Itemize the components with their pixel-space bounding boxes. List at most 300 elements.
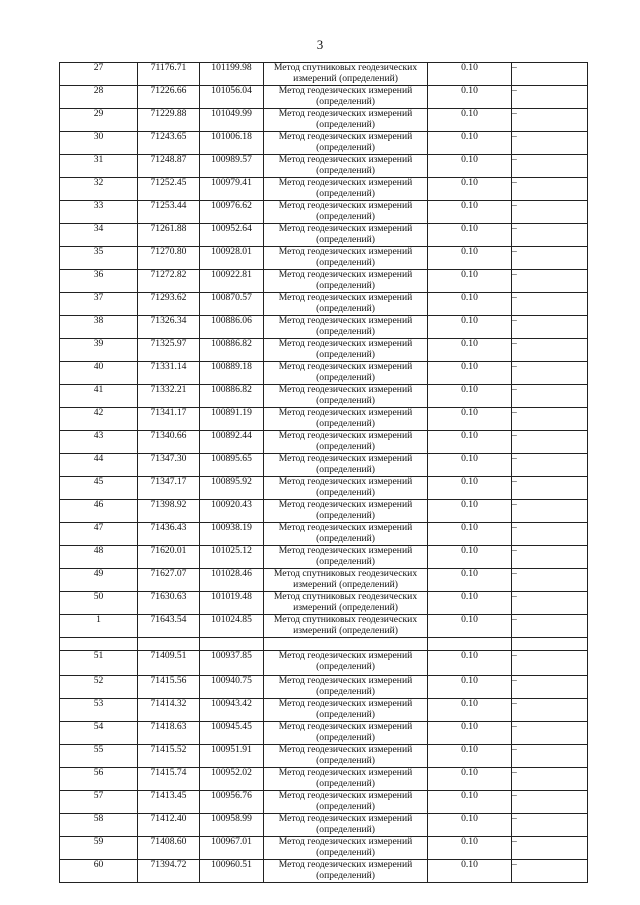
method-line-2: (определений) xyxy=(316,394,375,406)
method-line-1: Метод геодезических измерений xyxy=(278,315,413,326)
empty-cell xyxy=(264,638,428,651)
method-cell xyxy=(264,339,428,362)
method-line-1: Метод геодезических измерений xyxy=(278,223,413,234)
method-line-2: (определений) xyxy=(316,685,375,697)
y-coordinate-cell: 100922.81 xyxy=(200,270,264,293)
y-coordinate-cell: 100891.19 xyxy=(200,408,264,431)
y-coordinate-cell: 101199.98 xyxy=(200,63,264,86)
accuracy-cell: 0.10 xyxy=(428,431,512,454)
table-row xyxy=(60,201,588,224)
method-line-2: измерений (определений) xyxy=(293,601,398,613)
method-line-2: (определений) xyxy=(316,325,375,337)
table-row xyxy=(60,224,588,247)
note-cell: – xyxy=(512,500,588,523)
method-line-1: Метод геодезических измерений xyxy=(278,108,413,119)
table-row xyxy=(60,155,588,178)
accuracy-cell: 0.10 xyxy=(428,615,512,638)
method-line-1: Метод геодезических измерений xyxy=(278,522,413,533)
note-cell: – xyxy=(512,651,588,676)
note-cell: – xyxy=(512,837,588,860)
point-number-cell: 37 xyxy=(60,293,138,316)
note-cell: – xyxy=(512,86,588,109)
table-row xyxy=(60,132,588,155)
note-cell: – xyxy=(512,791,588,814)
method-cell xyxy=(264,63,428,86)
method-line-2: (определений) xyxy=(316,777,375,789)
table-row xyxy=(60,569,588,592)
point-number-cell: 54 xyxy=(60,722,138,745)
x-coordinate-cell: 71253.44 xyxy=(138,201,200,224)
method-line-1: Метод спутниковых геодезических xyxy=(273,614,418,625)
empty-spacer-row xyxy=(60,638,588,651)
x-coordinate-cell: 71243.65 xyxy=(138,132,200,155)
method-line-2: (определений) xyxy=(316,118,375,130)
method-line-2: (определений) xyxy=(316,731,375,743)
method-cell xyxy=(264,270,428,293)
y-coordinate-cell: 100958.99 xyxy=(200,814,264,837)
method-line-1: Метод геодезических измерений xyxy=(278,744,413,755)
y-coordinate-cell: 101019.48 xyxy=(200,592,264,615)
method-line-1: Метод геодезических измерений xyxy=(278,767,413,778)
x-coordinate-cell: 71627.07 xyxy=(138,569,200,592)
table-row xyxy=(60,791,588,814)
method-line-1: Метод геодезических измерений xyxy=(278,675,413,686)
method-cell xyxy=(264,860,428,883)
point-number-cell: 50 xyxy=(60,592,138,615)
x-coordinate-cell: 71270.80 xyxy=(138,247,200,270)
accuracy-cell: 0.10 xyxy=(428,676,512,699)
table-row xyxy=(60,745,588,768)
x-coordinate-cell: 71643.54 xyxy=(138,615,200,638)
table-row xyxy=(60,814,588,837)
method-cell xyxy=(264,592,428,615)
method-line-2: (определений) xyxy=(316,440,375,452)
page-number: 3 xyxy=(316,37,324,52)
method-line-1: Метод геодезических измерений xyxy=(278,384,413,395)
method-line-1: Метод геодезических измерений xyxy=(278,545,413,556)
method-cell xyxy=(264,569,428,592)
point-number-cell: 35 xyxy=(60,247,138,270)
method-line-1: Метод геодезических измерений xyxy=(278,407,413,418)
empty-cell xyxy=(512,638,588,651)
method-cell xyxy=(264,615,428,638)
accuracy-cell: 0.10 xyxy=(428,500,512,523)
x-coordinate-cell: 71326.34 xyxy=(138,316,200,339)
method-line-1: Метод геодезических измерений xyxy=(278,650,413,661)
method-cell xyxy=(264,224,428,247)
method-cell xyxy=(264,676,428,699)
point-number-cell: 27 xyxy=(60,63,138,86)
x-coordinate-cell: 71412.40 xyxy=(138,814,200,837)
method-line-2: (определений) xyxy=(316,532,375,544)
method-line-1: Метод спутниковых геодезических xyxy=(273,568,418,579)
empty-cell xyxy=(138,638,200,651)
accuracy-cell: 0.10 xyxy=(428,385,512,408)
y-coordinate-cell: 100956.76 xyxy=(200,791,264,814)
x-coordinate-cell: 71630.63 xyxy=(138,592,200,615)
method-line-2: (определений) xyxy=(316,555,375,567)
method-line-1: Метод спутниковых геодезических xyxy=(273,62,418,73)
table-row xyxy=(60,408,588,431)
point-number-cell: 40 xyxy=(60,362,138,385)
method-cell xyxy=(264,293,428,316)
method-line-2: (определений) xyxy=(316,509,375,521)
accuracy-cell: 0.10 xyxy=(428,86,512,109)
method-line-2: (определений) xyxy=(316,823,375,835)
method-line-1: Метод геодезических измерений xyxy=(278,836,413,847)
method-line-2: (определений) xyxy=(316,164,375,176)
accuracy-cell: 0.10 xyxy=(428,592,512,615)
accuracy-cell: 0.10 xyxy=(428,408,512,431)
method-line-1: Метод геодезических измерений xyxy=(278,430,413,441)
y-coordinate-cell: 101056.04 xyxy=(200,86,264,109)
x-coordinate-cell: 71398.92 xyxy=(138,500,200,523)
method-line-1: Метод геодезических измерений xyxy=(278,269,413,280)
method-line-1: Метод спутниковых геодезических xyxy=(273,591,418,602)
accuracy-cell: 0.10 xyxy=(428,155,512,178)
y-coordinate-cell: 100952.64 xyxy=(200,224,264,247)
method-line-2: (определений) xyxy=(316,486,375,498)
accuracy-cell: 0.10 xyxy=(428,546,512,569)
point-number-cell: 41 xyxy=(60,385,138,408)
y-coordinate-cell: 101006.18 xyxy=(200,132,264,155)
note-cell: – xyxy=(512,270,588,293)
accuracy-cell: 0.10 xyxy=(428,569,512,592)
note-cell: – xyxy=(512,132,588,155)
x-coordinate-cell: 71408.60 xyxy=(138,837,200,860)
y-coordinate-cell: 100920.43 xyxy=(200,500,264,523)
note-cell: – xyxy=(512,722,588,745)
y-coordinate-cell: 100952.02 xyxy=(200,768,264,791)
point-number-cell: 59 xyxy=(60,837,138,860)
note-cell: – xyxy=(512,362,588,385)
accuracy-cell: 0.10 xyxy=(428,454,512,477)
x-coordinate-cell: 71347.17 xyxy=(138,477,200,500)
method-line-1: Метод геодезических измерений xyxy=(278,131,413,142)
method-cell xyxy=(264,201,428,224)
point-number-cell: 47 xyxy=(60,523,138,546)
method-line-2: измерений (определений) xyxy=(293,624,398,636)
point-number-cell: 42 xyxy=(60,408,138,431)
note-cell: – xyxy=(512,431,588,454)
accuracy-cell: 0.10 xyxy=(428,63,512,86)
method-line-1: Метод геодезических измерений xyxy=(278,246,413,257)
note-cell: – xyxy=(512,201,588,224)
point-number-cell: 45 xyxy=(60,477,138,500)
note-cell: – xyxy=(512,316,588,339)
note-cell: – xyxy=(512,477,588,500)
point-number-cell: 28 xyxy=(60,86,138,109)
method-line-1: Метод геодезических измерений xyxy=(278,154,413,165)
point-number-cell: 31 xyxy=(60,155,138,178)
method-line-2: (определений) xyxy=(316,846,375,858)
note-cell: – xyxy=(512,408,588,431)
accuracy-cell: 0.10 xyxy=(428,523,512,546)
method-cell xyxy=(264,385,428,408)
note-cell: – xyxy=(512,155,588,178)
table-body xyxy=(60,63,588,883)
point-number-cell: 51 xyxy=(60,651,138,676)
method-cell xyxy=(264,722,428,745)
accuracy-cell: 0.10 xyxy=(428,201,512,224)
point-number-cell: 39 xyxy=(60,339,138,362)
accuracy-cell: 0.10 xyxy=(428,722,512,745)
x-coordinate-cell: 71347.30 xyxy=(138,454,200,477)
table-row xyxy=(60,178,588,201)
method-cell xyxy=(264,362,428,385)
point-number-cell: 30 xyxy=(60,132,138,155)
method-line-2: (определений) xyxy=(316,660,375,672)
x-coordinate-cell: 71272.82 xyxy=(138,270,200,293)
accuracy-cell: 0.10 xyxy=(428,860,512,883)
y-coordinate-cell: 101024.85 xyxy=(200,615,264,638)
accuracy-cell: 0.10 xyxy=(428,316,512,339)
point-number-cell: 38 xyxy=(60,316,138,339)
method-line-2: (определений) xyxy=(316,708,375,720)
point-number-cell: 46 xyxy=(60,500,138,523)
note-cell: – xyxy=(512,293,588,316)
method-line-2: измерений (определений) xyxy=(293,578,398,590)
method-cell xyxy=(264,523,428,546)
coordinates-table xyxy=(59,62,588,883)
accuracy-cell: 0.10 xyxy=(428,224,512,247)
method-cell xyxy=(264,408,428,431)
method-cell xyxy=(264,791,428,814)
note-cell: – xyxy=(512,676,588,699)
table-row xyxy=(60,699,588,722)
note-cell: – xyxy=(512,178,588,201)
method-line-2: (определений) xyxy=(316,869,375,881)
accuracy-cell: 0.10 xyxy=(428,814,512,837)
note-cell: – xyxy=(512,523,588,546)
y-coordinate-cell: 100943.42 xyxy=(200,699,264,722)
x-coordinate-cell: 71341.17 xyxy=(138,408,200,431)
y-coordinate-cell: 100937.85 xyxy=(200,651,264,676)
note-cell: – xyxy=(512,339,588,362)
table-row xyxy=(60,615,588,638)
y-coordinate-cell: 100886.82 xyxy=(200,339,264,362)
x-coordinate-cell: 71229.88 xyxy=(138,109,200,132)
accuracy-cell: 0.10 xyxy=(428,270,512,293)
note-cell: – xyxy=(512,63,588,86)
method-cell xyxy=(264,155,428,178)
y-coordinate-cell: 100989.57 xyxy=(200,155,264,178)
method-line-2: (определений) xyxy=(316,754,375,766)
method-cell xyxy=(264,477,428,500)
method-line-2: (определений) xyxy=(316,348,375,360)
x-coordinate-cell: 71325.97 xyxy=(138,339,200,362)
method-cell xyxy=(264,814,428,837)
method-cell xyxy=(264,768,428,791)
table-row xyxy=(60,339,588,362)
method-line-2: (определений) xyxy=(316,141,375,153)
y-coordinate-cell: 100928.01 xyxy=(200,247,264,270)
y-coordinate-cell: 100895.92 xyxy=(200,477,264,500)
table-row xyxy=(60,293,588,316)
method-line-1: Метод геодезических измерений xyxy=(278,813,413,824)
table-row xyxy=(60,837,588,860)
empty-cell xyxy=(60,638,138,651)
x-coordinate-cell: 71248.87 xyxy=(138,155,200,178)
point-number-cell: 34 xyxy=(60,224,138,247)
note-cell: – xyxy=(512,109,588,132)
accuracy-cell: 0.10 xyxy=(428,362,512,385)
y-coordinate-cell: 100938.19 xyxy=(200,523,264,546)
method-line-1: Метод геодезических измерений xyxy=(278,85,413,96)
empty-cell xyxy=(428,638,512,651)
table-row xyxy=(60,477,588,500)
method-line-1: Метод геодезических измерений xyxy=(278,292,413,303)
method-cell xyxy=(264,247,428,270)
y-coordinate-cell: 101028.46 xyxy=(200,569,264,592)
y-coordinate-cell: 100951.91 xyxy=(200,745,264,768)
method-cell xyxy=(264,699,428,722)
note-cell: – xyxy=(512,699,588,722)
method-line-2: (определений) xyxy=(316,256,375,268)
x-coordinate-cell: 71620.01 xyxy=(138,546,200,569)
table-row xyxy=(60,431,588,454)
method-line-1: Метод геодезических измерений xyxy=(278,361,413,372)
table-row xyxy=(60,86,588,109)
table-row xyxy=(60,109,588,132)
table-row xyxy=(60,676,588,699)
method-cell xyxy=(264,500,428,523)
x-coordinate-cell: 71414.32 xyxy=(138,699,200,722)
x-coordinate-cell: 71332.21 xyxy=(138,385,200,408)
table-row xyxy=(60,362,588,385)
empty-cell xyxy=(200,638,264,651)
method-cell xyxy=(264,431,428,454)
method-cell xyxy=(264,132,428,155)
method-line-2: (определений) xyxy=(316,371,375,383)
method-line-2: (определений) xyxy=(316,800,375,812)
method-cell xyxy=(264,178,428,201)
x-coordinate-cell: 71415.52 xyxy=(138,745,200,768)
accuracy-cell: 0.10 xyxy=(428,768,512,791)
x-coordinate-cell: 71436.43 xyxy=(138,523,200,546)
table-row xyxy=(60,651,588,676)
note-cell: – xyxy=(512,546,588,569)
x-coordinate-cell: 71252.45 xyxy=(138,178,200,201)
accuracy-cell: 0.10 xyxy=(428,132,512,155)
method-line-2: (определений) xyxy=(316,279,375,291)
y-coordinate-cell: 101049.99 xyxy=(200,109,264,132)
method-line-2: (определений) xyxy=(316,187,375,199)
note-cell: – xyxy=(512,768,588,791)
x-coordinate-cell: 71418.63 xyxy=(138,722,200,745)
method-line-2: (определений) xyxy=(316,210,375,222)
note-cell: – xyxy=(512,745,588,768)
accuracy-cell: 0.10 xyxy=(428,293,512,316)
method-cell xyxy=(264,109,428,132)
note-cell: – xyxy=(512,615,588,638)
method-line-1: Метод геодезических измерений xyxy=(278,338,413,349)
table-row xyxy=(60,385,588,408)
method-cell xyxy=(264,316,428,339)
y-coordinate-cell: 100889.18 xyxy=(200,362,264,385)
method-line-1: Метод геодезических измерений xyxy=(278,721,413,732)
method-line-1: Метод геодезических измерений xyxy=(278,698,413,709)
y-coordinate-cell: 100979.41 xyxy=(200,178,264,201)
table-row xyxy=(60,523,588,546)
y-coordinate-cell: 101025.12 xyxy=(200,546,264,569)
table-row xyxy=(60,316,588,339)
y-coordinate-cell: 100976.62 xyxy=(200,201,264,224)
note-cell: – xyxy=(512,385,588,408)
table-row xyxy=(60,454,588,477)
accuracy-cell: 0.10 xyxy=(428,339,512,362)
y-coordinate-cell: 100886.82 xyxy=(200,385,264,408)
x-coordinate-cell: 71413.45 xyxy=(138,791,200,814)
table-row xyxy=(60,592,588,615)
accuracy-cell: 0.10 xyxy=(428,651,512,676)
method-line-1: Метод геодезических измерений xyxy=(278,476,413,487)
y-coordinate-cell: 100945.45 xyxy=(200,722,264,745)
x-coordinate-cell: 71409.51 xyxy=(138,651,200,676)
point-number-cell: 52 xyxy=(60,676,138,699)
point-number-cell: 33 xyxy=(60,201,138,224)
x-coordinate-cell: 71331.14 xyxy=(138,362,200,385)
method-line-2: (определений) xyxy=(316,95,375,107)
point-number-cell: 58 xyxy=(60,814,138,837)
table-row xyxy=(60,500,588,523)
method-line-2: измерений (определений) xyxy=(293,72,398,84)
x-coordinate-cell: 71394.72 xyxy=(138,860,200,883)
accuracy-cell: 0.10 xyxy=(428,699,512,722)
method-line-2: (определений) xyxy=(316,233,375,245)
y-coordinate-cell: 100940.75 xyxy=(200,676,264,699)
x-coordinate-cell: 71176.71 xyxy=(138,63,200,86)
x-coordinate-cell: 71226.66 xyxy=(138,86,200,109)
point-number-cell: 49 xyxy=(60,569,138,592)
note-cell: – xyxy=(512,247,588,270)
y-coordinate-cell: 100967.01 xyxy=(200,837,264,860)
method-line-1: Метод геодезических измерений xyxy=(278,200,413,211)
point-number-cell: 55 xyxy=(60,745,138,768)
method-cell xyxy=(264,651,428,676)
accuracy-cell: 0.10 xyxy=(428,791,512,814)
accuracy-cell: 0.10 xyxy=(428,477,512,500)
point-number-cell: 56 xyxy=(60,768,138,791)
y-coordinate-cell: 100960.51 xyxy=(200,860,264,883)
method-line-2: (определений) xyxy=(316,302,375,314)
method-line-2: (определений) xyxy=(316,417,375,429)
point-number-cell: 36 xyxy=(60,270,138,293)
x-coordinate-cell: 71415.56 xyxy=(138,676,200,699)
method-cell xyxy=(264,546,428,569)
y-coordinate-cell: 100870.57 xyxy=(200,293,264,316)
table-row xyxy=(60,768,588,791)
x-coordinate-cell: 71261.88 xyxy=(138,224,200,247)
note-cell: – xyxy=(512,224,588,247)
point-number-cell: 48 xyxy=(60,546,138,569)
method-cell xyxy=(264,454,428,477)
method-line-1: Метод геодезических измерений xyxy=(278,453,413,464)
point-number-cell: 53 xyxy=(60,699,138,722)
method-cell xyxy=(264,86,428,109)
accuracy-cell: 0.10 xyxy=(428,745,512,768)
note-cell: – xyxy=(512,592,588,615)
note-cell: – xyxy=(512,454,588,477)
method-cell xyxy=(264,837,428,860)
point-number-cell: 60 xyxy=(60,860,138,883)
method-line-1: Метод геодезических измерений xyxy=(278,177,413,188)
accuracy-cell: 0.10 xyxy=(428,109,512,132)
accuracy-cell: 0.10 xyxy=(428,837,512,860)
accuracy-cell: 0.10 xyxy=(428,247,512,270)
point-number-cell: 43 xyxy=(60,431,138,454)
x-coordinate-cell: 71340.66 xyxy=(138,431,200,454)
